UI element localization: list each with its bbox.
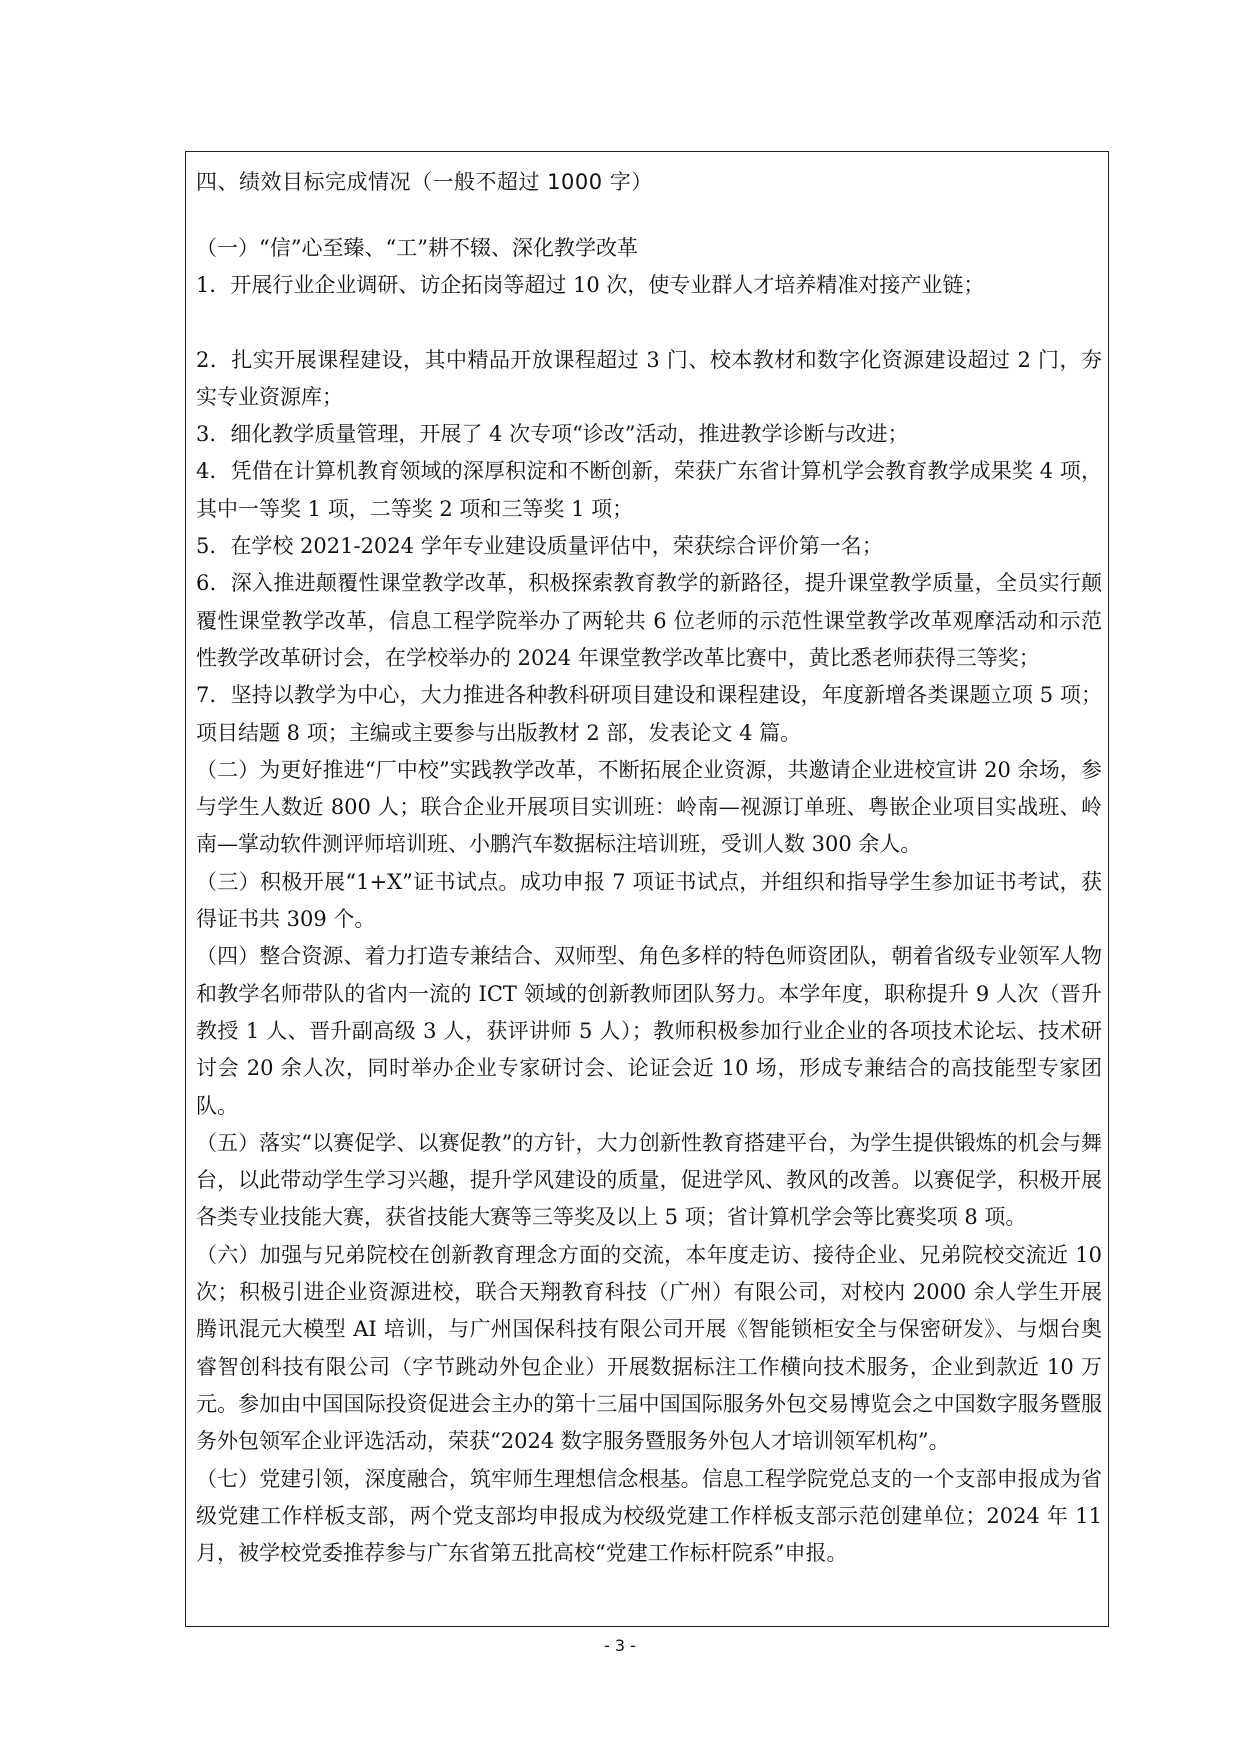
page-number: - 3 - [604,1636,636,1655]
blank-line [196,305,1102,342]
paragraph-section-7: （七）党建引领，深度融合，筑牢师生理想信念根基。信息工程学院党总支的一个支部申报成为省级党建工作样板支部，两个党支部均申报成为校级党建工作样板支部示范创建单位；2024 年 11 月，被学校党委推荐参与广东省第五批高校“党建工作标杆院系”申报。 [196,1466,1102,1566]
section-title: 四、绩效目标完成情况（一般不超过 1000 字） [196,170,653,194]
section-body [196,230,1102,1572]
paragraph-section-6: （六）加强与兄弟院校在创新教育理念方面的交流，本年度走访、接待企业、兄弟院校交流近 10 次；积极引进企业资源进校，联合天翔教育科技（广州）有限公司，对校内 2000 余人学生开展腾讯混元大模型 AI 培训，与广州国保科技有限公司开展《智能锁柜安全与保密研发》、与烟台奥睿智创科技有限公司（字节跳动外包企业）开展数据标注工作横向技术服务，企业到款近 10 万元。参加由中国国际投资促进会主办的第十三届中国国际服务外包交易博览会之中国数字服务暨服务外包领军企业评选活动，荣获“2024 数字服务暨服务外包人才培训领军机构”。 [196,1242,1102,1454]
paragraph-item-7: 7．坚持以教学为中心，大力推进各种教科研项目建设和课程建设，年度新增各类课题立项 5 项；项目结题 8 项；主编或主要参与出版教材 2 部，发表论文 4 篇。 [196,683,1102,745]
paragraph-section-4: （四）整合资源、着力打造专兼结合、双师型、角色多样的特色师资团队，朝着省级专业领军人物和教学名师带队的省内一流的 ICT 领域的创新教师团队努力。本学年度，职称提升 9 人次（晋升教授 1 人、晋升副高级 3 人，获评讲师 5 人）；教师积极参加行业企业的各项技术论坛、技术研讨会 20 余人次，同时举办企业专家研讨会、论证会近 10 场，形成专兼结合的高技能型专家团队。 [196,944,1102,1118]
paragraph-section-2: （二）为更好推进“厂中校”实践教学改革，不断拓展企业资源，共邀请企业进校宣讲 20 余场，参与学生人数近 800 人；联合企业开展项目实训班：岭南—视源订单班、粤嵌企业项目实战班、岭南—掌动软件测评师培训班、小鹏汽车数据标注培训班，受训人数 300 余人。 [196,757,1102,857]
paragraph-item-4: 4．凭借在计算机教育领域的深厚积淀和不断创新，荣获广东省计算机学会教育教学成果奖 4 项，其中一等奖 1 项，二等奖 2 项和三等奖 1 项； [196,459,1102,521]
paragraph-item-5: 5．在学校 2021-2024 学年专业建设质量评估中，荣获综合评价第一名； [196,534,883,559]
paragraph-section-5: （五）落实“以赛促学、以赛促教”的方针，大力创新性教育搭建平台，为学生提供锻炼的机会与舞台，以此带动学生学习兴趣，提升学风建设的质量，促进学风、教风的改善。以赛促学，积极开展各类专业技能大赛，获省技能大赛等三等奖及以上 5 项；省计算机学会等比赛奖项 8 项。 [196,1130,1102,1230]
paragraph-item-1: 1．开展行业企业调研、访企拓岗等超过 10 次，使专业群人才培养精准对接产业链； [196,273,985,298]
paragraph-item-2: 2．扎实开展课程建设，其中精品开放课程超过 3 门、校本教材和数字化资源建设超过 2 门，夯实专业资源库； [196,347,1102,409]
paragraph-item-3: 3．细化教学质量管理，开展了 4 次专项“诊改”活动，推进教学诊断与改进； [196,422,909,447]
paragraph-item-6: 6．深入推进颠覆性课堂教学改革，积极探索教育教学的新路径，提升课堂教学质量，全员实行颠覆性课堂教学改革，信息工程学院举办了两轮共 6 位老师的示范性课堂教学改革观摩活动和示范性教学改革研讨会，在学校举办的 2024 年课堂教学改革比赛中，黄比悉老师获得三等奖； [196,571,1102,670]
paragraph-section-3: （三）积极开展“1+X”证书试点。成功申报 7 项证书试点，并组织和指导学生参加证书考试，获得证书共 309 个。 [196,869,1102,932]
paragraph-heading-1: （一）“信”心至臻、“工”耕不辍、深化教学改革 [196,236,638,260]
